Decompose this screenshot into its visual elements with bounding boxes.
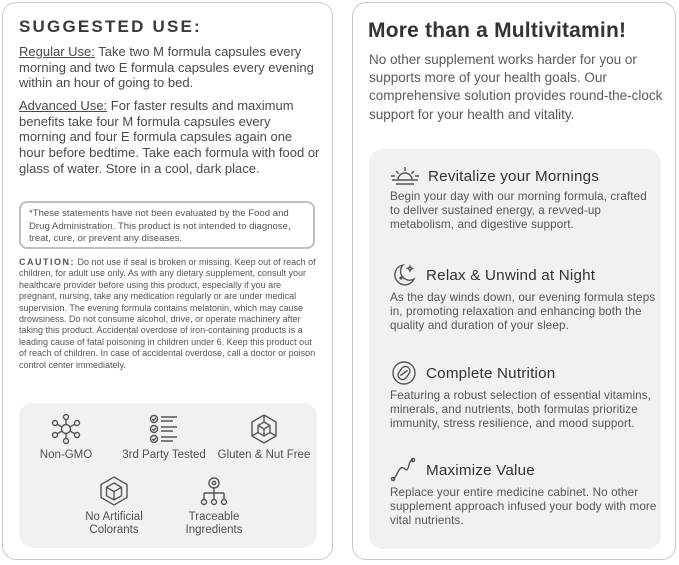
- caution-label: CAUTION:: [19, 257, 75, 267]
- suggested-use-title: SUGGESTED USE:: [19, 17, 202, 36]
- badge-no-artificial-colorants: [64, 475, 164, 537]
- suggested-use-panel: [2, 2, 333, 560]
- benefits-intro: No other supplement works harder for you or supports more of your health goals. Our comprehensive solution provides round-the-clock support for your health and vitality.: [369, 52, 663, 122]
- capsule-circle-icon: [390, 360, 418, 386]
- feature-title: Maximize Value: [426, 461, 535, 479]
- badge-gluten-nut-free: [214, 413, 314, 462]
- moon-stars-icon: [390, 262, 418, 288]
- feature-mornings: [390, 165, 660, 233]
- badge-traceable-ingredients: [164, 475, 264, 537]
- feature-nutrition: [390, 360, 660, 432]
- feature-title: Revitalize your Mornings: [428, 167, 600, 185]
- caution-paragraph: [19, 257, 319, 371]
- regular-use-label: Regular Use:: [19, 44, 95, 59]
- advanced-use-text: For faster results and maximum benefits take four M formula capsules every morning and four E formula capsules again one hour before bedtime. Take each formula with food or glass of water. Store in a cool, dark place.: [19, 98, 320, 176]
- badge-label: Traceable Ingredients: [185, 511, 243, 536]
- feature-text: Featuring a robust selection of essential vitamins, minerals, and nutrients, both formulas prioritize immunity, stress resilience, and mood support.: [390, 389, 652, 431]
- badge-label: Gluten & Nut Free: [217, 449, 311, 461]
- badge-third-party-tested: [114, 413, 214, 462]
- badge-non-gmo: [16, 413, 116, 462]
- feature-title: Complete Nutrition: [426, 364, 556, 382]
- feature-value: [390, 457, 660, 529]
- fda-disclaimer-box: [19, 201, 315, 249]
- regular-use-text: Take two M formula capsules every morning and two E formula capsules every evening within an hour of going to bed.: [19, 44, 314, 91]
- benefits-title: More than a Multivitamin!: [368, 19, 627, 42]
- feature-text: Replace your entire medicine cabinet. No other supplement approach infused your body with more vital nutrients.: [390, 486, 657, 528]
- sunrise-icon: [390, 165, 420, 187]
- trend-line-icon: [390, 457, 418, 483]
- route-pin-icon: [198, 475, 230, 507]
- fda-disclaimer-text: *These statements have not been evaluated by the Food and Drug Administration. This product is not intended to diagnose, treat, cure, or prevent any diseases.: [29, 208, 291, 245]
- feature-text: Begin your day with our morning formula, crafted to deliver sustained energy, a revved-up metabolism, and digestive support.: [390, 190, 647, 232]
- features-box: [369, 149, 661, 549]
- regular-use-paragraph: [19, 44, 321, 91]
- benefits-panel: [352, 2, 676, 560]
- feature-title: Relax & Unwind at Night: [426, 266, 596, 284]
- badge-box: [19, 403, 317, 548]
- molecule-icon: [50, 413, 82, 445]
- badge-label: 3rd Party Tested: [122, 449, 206, 461]
- hexagon-cube-icon: [98, 475, 130, 507]
- caution-text: Do not use if seal is broken or missing. Keep out of reach of children, for adult use only. As with any dietary supplement, consult your healthcare provider before using this product, especially if you are pregnant, nursing, take any medication regularly or are under medical supervision. The evening formula contains melatonin, which may cause drowsiness. Do not consume alcohol, drive, or operate machinery after taking this product. Accidental overdose of iron-containing products is a leading cause of fatal poisoning in children under 6. Keep this product out of reach of children. In case of accidental overdose, call a doctor or poison control center immediately.: [19, 257, 316, 370]
- feature-text: As the day winds down, our evening formula steps in, promoting relaxation and enhancing both the quality and duration of your sleep.: [390, 291, 656, 333]
- advanced-use-label: Advanced Use:: [19, 98, 108, 113]
- badge-label: No Artificial Colorants: [85, 511, 143, 536]
- checklist-icon: [148, 413, 180, 445]
- cube-target-icon: [248, 413, 280, 445]
- feature-night: [390, 262, 660, 334]
- badge-label: Non-GMO: [39, 449, 93, 461]
- advanced-use-paragraph: [19, 98, 321, 177]
